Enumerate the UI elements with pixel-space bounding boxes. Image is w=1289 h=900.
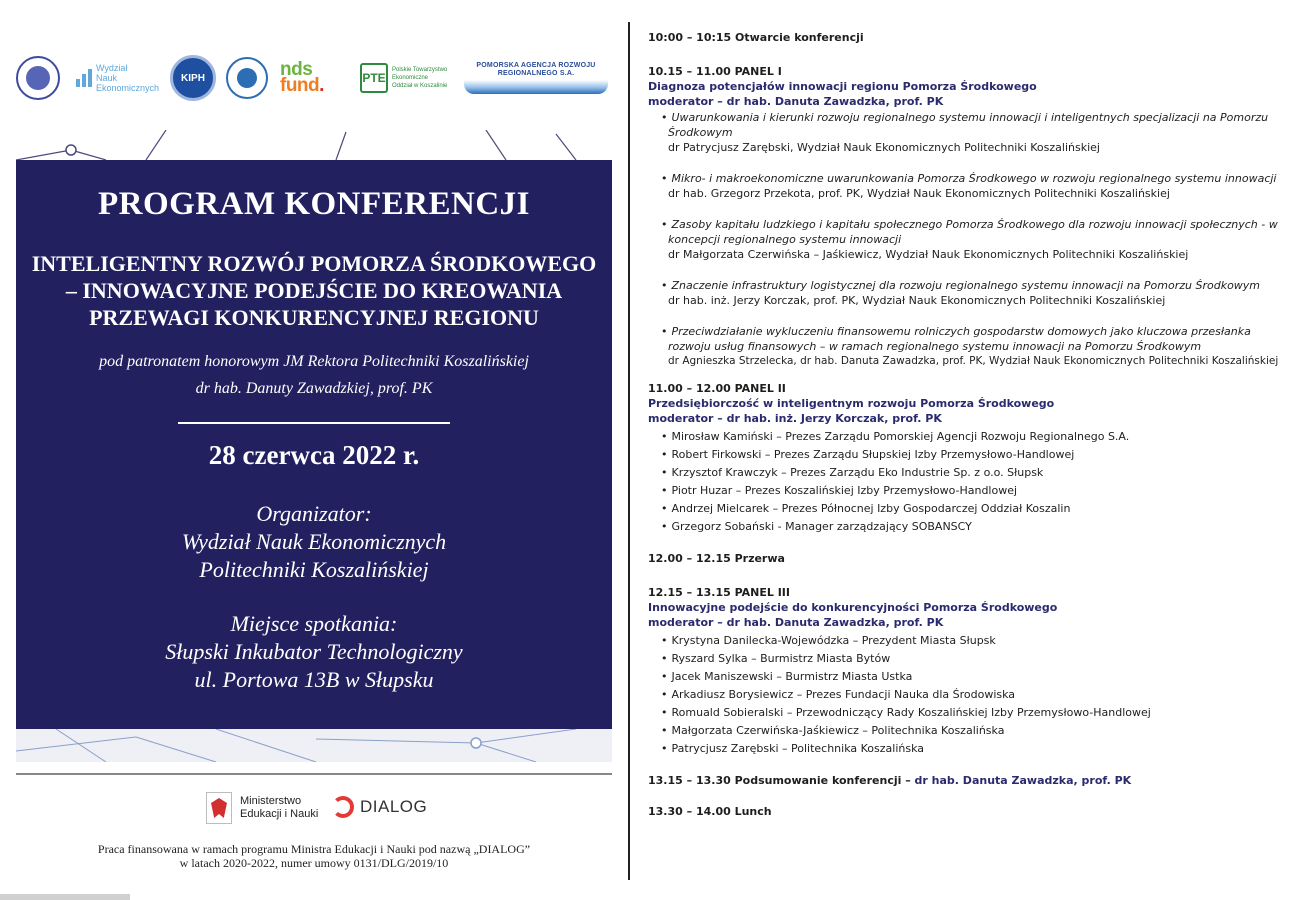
- pomorska-agencja-text: POMORSKA AGENCJA ROZWOJU REGIONALNEGO S.A.: [476, 62, 596, 77]
- subtitle-line: – INNOWACYJNE PODEJŚCIE DO KREOWANIA: [65, 278, 563, 303]
- list-item: • Arkadiusz Borysiewicz – Prezes Fundacji Nauka dla Środowiska: [648, 687, 1278, 702]
- lunch-time: 13.30 – 14.00 Lunch: [648, 805, 772, 818]
- panel-2-moderator: moderator – dr hab. inż. Jerzy Korczak, prof. PK: [648, 412, 942, 425]
- list-item: • Andrzej Mielcarek – Prezes Północnej Izby Gospodarczej Oddział Koszalin: [648, 501, 1278, 516]
- opening-time: 10:00 – 10:15 Otwarcie konferencji: [648, 31, 864, 44]
- talk-title: • Zasoby kapitału ludzkiego i kapitału społecznego Pomorza Środkowego dla rozwoju innowacji społecznych - w koncepcji regionalnego systemu innowacji: [661, 217, 1278, 247]
- funding-line: Praca finansowana w ramach programu Ministra Edukacji i Nauki pod nazwą „DIALOG”: [97, 842, 531, 856]
- organizer: [16, 500, 612, 584]
- pte-text: Polskie Towarzystwo Ekonomiczne Oddział w Koszalinie: [392, 67, 448, 89]
- patronage: [16, 348, 612, 402]
- zig-logo: [226, 48, 268, 108]
- conference-subtitle: [16, 250, 612, 331]
- list-item: • Małgorzata Czerwińska-Jaśkiewicz – Politechnika Koszalińska: [648, 723, 1278, 738]
- politechnika-seal-icon: [16, 56, 60, 100]
- program-schedule: [648, 30, 1278, 819]
- talk-speaker: dr Małgorzata Czerwińska – Jaśkiewicz, Wydział Nauk Ekonomicznych Politechniki Koszalińskiej: [668, 248, 1189, 261]
- list-item: • Jacek Maniszewski – Burmistrz Miasta Ustka: [648, 669, 1278, 684]
- wydzial-logo-line-3: Ekonomicznych: [96, 83, 160, 93]
- conference-date: 28 czerwca 2022 r.: [208, 440, 420, 470]
- panel-3-moderator: moderator – dr hab. Danuta Zawadzka, prof. PK: [648, 616, 944, 629]
- talk-speaker: dr hab. inż. Jerzy Korczak, prof. PK, Wydział Nauk Ekonomicznych Politechniki Koszalińskiej: [668, 294, 1166, 307]
- panel-1-moderator: moderator – dr hab. Danuta Zawadzka, prof. PK: [648, 95, 944, 108]
- panel-3-title: Innowacyjne podejście do konkurencyjności Pomorza Środkowego: [648, 601, 1058, 614]
- talk-title: • Uwarunkowania i kierunki rozwoju regionalnego systemu innowacji i inteligentnych specjalizacji na Pomorzu Środkowym: [661, 110, 1278, 140]
- talk-item: [648, 217, 1278, 262]
- ministry-logo: [206, 792, 318, 824]
- patronage-line: dr hab. Danuty Zawadzkiej, prof. PK: [195, 380, 433, 397]
- panel-2-time: 11.00 – 12.00 PANEL II: [648, 382, 786, 395]
- wave-icon: [464, 80, 608, 94]
- list-item: • Piotr Huzar – Prezes Koszalińskiej Izby Przemysłowo-Handlowej: [648, 483, 1278, 498]
- politechnika-logo: [16, 48, 60, 108]
- dialog-logo: [332, 796, 427, 818]
- pte-mark: PTE: [360, 63, 388, 93]
- pomorska-agencja-logo: [464, 48, 608, 108]
- talk-speaker: dr Patrycjusz Zarębski, Wydział Nauk Ekonomicznych Politechniki Koszalińskiej: [668, 141, 1100, 154]
- venue-line: ul. Portowa 13B w Słupsku: [194, 667, 434, 692]
- ministry-name-line: Ministerstwo: [240, 795, 302, 807]
- panel-2-title: Przedsiębiorczość w inteligentnym rozwoju Pomorza Środkowego: [648, 397, 1055, 410]
- pte-logo: [360, 48, 450, 108]
- talk-title: • Przeciwdziałanie wykluczeniu finansowemu rolniczych gospodarstw domowych jako kluczowa przesłanka rozwoju usług finansowych – w ramach regionalnego systemu innowacji na Pomorzu Środkowym: [661, 324, 1278, 354]
- divider-line: [178, 422, 450, 424]
- venue-line: Miejsce spotkania:: [230, 611, 398, 636]
- list-item: • Robert Firkowski – Prezes Zarządu Słupskiej Izby Przemysłowo-Handlowej: [648, 447, 1278, 462]
- venue: [16, 610, 612, 694]
- talk-item: [648, 278, 1278, 308]
- list-item: • Grzegorz Sobański - Manager zarządzający SOBANSCY: [648, 519, 1278, 534]
- wydzial-logo-line-1: Wydział: [96, 63, 128, 73]
- dialog-mark-icon: [332, 796, 354, 818]
- organizer-line: Organizator:: [256, 501, 372, 526]
- summary-moderator: dr hab. Danuta Zawadzka, prof. PK: [914, 774, 1132, 787]
- wydzial-logo: [76, 48, 159, 108]
- network-decoration-bottom: [16, 729, 612, 762]
- program-title: PROGRAM KONFERENCJI: [97, 186, 531, 222]
- funding-line: w latach 2020-2022, numer umowy 0131/DLG/2019/10: [179, 856, 449, 870]
- organizer-line: Wydział Nauk Ekonomicznych: [181, 529, 447, 554]
- venue-line: Słupski Inkubator Technologiczny: [165, 639, 463, 664]
- talk-title: • Znaczenie infrastruktury logistycznej dla rozwoju regionalnego systemu innowacji na Pomorzu Środkowym: [661, 278, 1278, 293]
- talk-speaker: dr Agnieszka Strzelecka, dr hab. Danuta Zawadzka, prof. PK, Wydział Nauk Ekonomicznych Politechniki Koszalińskiej: [668, 355, 1279, 367]
- bar-chart-icon: [76, 69, 92, 87]
- kiph-logo: [170, 48, 216, 108]
- talk-speaker: dr hab. Grzegorz Przekota, prof. PK, Wydział Nauk Ekonomicznych Politechniki Koszalińskiej: [668, 187, 1170, 200]
- panel-1-title: Diagnoza potencjałów innowacji regionu Pomorza Środkowego: [648, 80, 1037, 93]
- panel-3-time: 12.15 – 13.15 PANEL III: [648, 586, 790, 599]
- talk-item: [648, 171, 1278, 201]
- column-divider: [628, 22, 630, 880]
- funding-note: [16, 842, 612, 870]
- patronage-line: pod patronatem honorowym JM Rektora Politechniki Koszalińskiej: [99, 353, 529, 370]
- nds-fund-logo: [280, 48, 324, 108]
- nds-logo-part-3: .: [319, 75, 324, 96]
- panel-1-time: 10.15 – 11.00 PANEL I: [648, 65, 782, 78]
- list-item: • Krzysztof Krawczyk – Prezes Zarządu Eko Industrie Sp. z o.o. Słupsk: [648, 465, 1278, 480]
- conference-panel: [16, 160, 612, 729]
- network-decoration-top: [16, 130, 612, 160]
- ministry-name-line: Edukacji i Nauki: [240, 808, 319, 820]
- subtitle-line: INTELIGENTNY ROZWÓJ POMORZA ŚRODKOWEGO: [31, 251, 597, 276]
- talk-item: [648, 324, 1278, 369]
- nds-logo-part-1: nds: [280, 59, 313, 80]
- izba-seal-icon: [226, 57, 268, 99]
- talk-title: • Mikro- i makroekonomiczne uwarunkowania Pomorza Środkowego w rozwoju regionalnego systemu innowacji: [661, 171, 1278, 186]
- subtitle-line: PRZEWAGI KONKURENCYJNEJ REGIONU: [89, 305, 539, 330]
- nds-logo-part-2: fund: [280, 75, 320, 96]
- summary-label: 13.15 – 13.30 Podsumowanie konferencji –: [648, 774, 915, 787]
- kiph-badge: KIPH: [170, 55, 216, 101]
- footer-rule: [16, 773, 612, 775]
- horizontal-scrollbar[interactable]: [0, 894, 130, 900]
- list-item: • Krystyna Danilecka-Wojewódzka – Prezydent Miasta Słupsk: [648, 633, 1278, 648]
- eagle-icon: [206, 792, 232, 824]
- break-time: 12.00 – 12.15 Przerwa: [648, 552, 785, 565]
- list-item: • Ryszard Sylka – Burmistrz Miasta Bytów: [648, 651, 1278, 666]
- dialog-name: DIALOG: [360, 797, 428, 816]
- list-item: • Romuald Sobieralski – Przewodniczący Rady Koszalińskiej Izby Przemysłowo-Handlowej: [648, 705, 1278, 720]
- list-item: • Mirosław Kamiński – Prezes Zarządu Pomorskiej Agencji Rozwoju Regionalnego S.A.: [648, 429, 1278, 444]
- organizer-line: Politechniki Koszalińskiej: [199, 557, 429, 582]
- summary-line: [648, 773, 1278, 788]
- wydzial-logo-line-2: Nauk: [96, 73, 118, 83]
- partner-logos: [16, 48, 612, 108]
- list-item: • Patrycjusz Zarębski – Politechnika Koszalińska: [648, 741, 1278, 756]
- talk-item: [648, 110, 1278, 155]
